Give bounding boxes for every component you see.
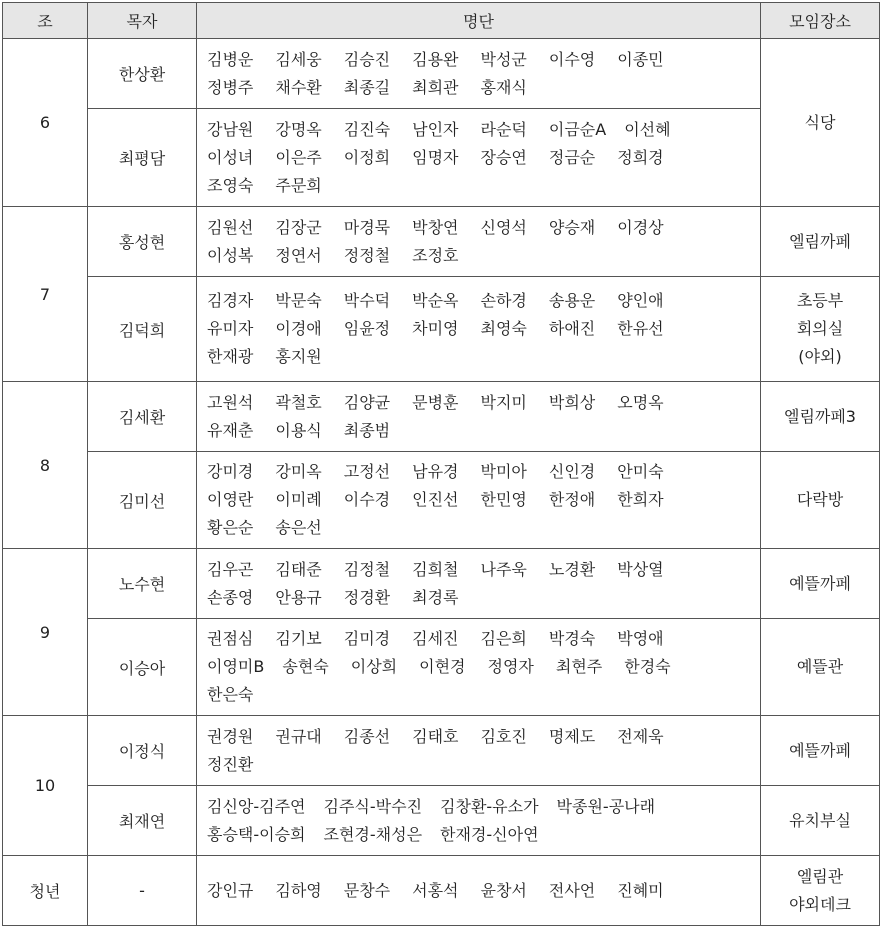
meeting-place-cell [761, 277, 880, 382]
member-line [207, 877, 754, 905]
member-name: 신영석 [480, 217, 527, 237]
member-line [207, 242, 754, 270]
member-name: 이정희 [343, 147, 391, 167]
member-line [207, 793, 754, 821]
member-line [207, 172, 754, 200]
table-row [3, 452, 880, 549]
header-list: 명단 [197, 3, 761, 39]
member-name: 김하영 [275, 880, 322, 900]
meeting-place-cell [761, 207, 880, 277]
member-name: 박경숙 [548, 629, 596, 648]
member-name: 김태준 [275, 559, 322, 579]
member-name: 최영숙 [480, 319, 527, 338]
table-row [3, 549, 880, 619]
leader-cell: 김세환 [88, 382, 197, 452]
member-line [207, 653, 754, 681]
member-name: 정금순 [548, 147, 596, 167]
member-line [207, 46, 754, 74]
member-name: 김창환-유소가 [440, 796, 539, 816]
member-name: 이성복 [207, 245, 254, 265]
member-name: 최종범 [343, 420, 391, 440]
member-name: 주문희 [275, 175, 322, 195]
member-name: 고원석 [207, 392, 254, 412]
member-name: 진혜미 [617, 880, 664, 900]
member-name: 조정호 [412, 245, 459, 265]
member-name: 이영미B [207, 657, 265, 676]
member-name: 이선혜 [624, 119, 671, 139]
header-row [3, 3, 880, 39]
header-jo: 조 [3, 3, 88, 39]
table-row [3, 786, 880, 856]
member-line [207, 287, 754, 315]
member-name: 전사언 [548, 880, 596, 900]
member-name: 김신앙-김주연 [207, 796, 306, 816]
member-name: 김양균 [343, 392, 391, 412]
header-place: 모임장소 [761, 3, 880, 39]
leader-cell: 홍성현 [88, 207, 197, 277]
member-name: 권경원 [207, 726, 254, 746]
member-list-cell [197, 716, 761, 786]
member-name: 문병훈 [412, 392, 459, 412]
leader-cell: - [88, 856, 197, 926]
leader-cell: 김덕희 [88, 277, 197, 382]
meeting-place-text: 엘림까페 [789, 231, 851, 251]
member-name: 박영애 [617, 629, 664, 648]
member-list-cell [197, 109, 761, 207]
member-line [207, 556, 754, 584]
group-number-cell: 6 [3, 39, 88, 207]
member-name: 라순덕 [480, 119, 527, 139]
member-name: 이미례 [275, 490, 322, 509]
member-name: 김정철 [343, 559, 391, 579]
leader-cell: 최평담 [88, 109, 197, 207]
group-number-cell: 9 [3, 549, 88, 716]
member-name: 유미자 [207, 319, 254, 338]
member-name: 김종선 [343, 726, 391, 746]
member-line [207, 625, 754, 653]
member-name: 박문숙 [275, 291, 322, 310]
member-name: 곽철호 [275, 392, 322, 412]
member-name: 최희관 [412, 77, 459, 97]
member-name: 채수환 [275, 77, 322, 97]
table-row [3, 382, 880, 452]
meeting-place-text: 유치부실 [789, 810, 851, 830]
member-line [207, 214, 754, 242]
table-row [3, 856, 880, 926]
member-name: 조영숙 [207, 175, 254, 195]
meeting-place-text: 회의실 [796, 319, 844, 338]
member-name: 권점심 [207, 629, 254, 648]
member-name: 남인자 [412, 119, 459, 139]
member-name: 남유경 [412, 462, 459, 481]
member-name: 김세웅 [275, 49, 322, 69]
member-name: 오명옥 [617, 392, 664, 412]
member-list-cell [197, 856, 761, 926]
leader-cell: 노수현 [88, 549, 197, 619]
member-name: 이수영 [548, 49, 596, 69]
meeting-place-cell [761, 619, 880, 716]
member-name: 한재광 [207, 347, 254, 366]
member-name: 문창수 [343, 880, 391, 900]
leader-cell: 최재연 [88, 786, 197, 856]
member-name: 한희자 [617, 490, 664, 509]
member-name: 이성녀 [207, 147, 254, 167]
member-name: 강인규 [207, 880, 254, 900]
member-name: 임명자 [412, 147, 459, 167]
member-name: 인진선 [412, 490, 459, 509]
member-name: 윤창서 [480, 880, 527, 900]
member-name: 이종민 [617, 49, 664, 69]
leader-cell: 김미선 [88, 452, 197, 549]
member-name: 정경환 [343, 587, 391, 607]
meeting-place-cell [761, 452, 880, 549]
member-name: 송용운 [548, 291, 596, 310]
group-number-cell: 청년 [3, 856, 88, 926]
member-name: 정병주 [207, 77, 254, 97]
member-list-cell [197, 277, 761, 382]
member-name: 강명옥 [275, 119, 322, 139]
member-name: 박지미 [480, 392, 527, 412]
member-line [207, 315, 754, 343]
member-line [207, 389, 754, 417]
member-name: 명제도 [548, 726, 596, 746]
member-line [207, 681, 754, 709]
member-name: 최경록 [412, 587, 459, 607]
member-name: 박순옥 [412, 291, 459, 310]
member-name: 송은선 [275, 518, 322, 537]
group-number-cell: 10 [3, 716, 88, 856]
member-list-cell [197, 549, 761, 619]
member-name: 노경환 [548, 559, 596, 579]
member-name: 양인애 [617, 291, 664, 310]
meeting-place-text: 예뜰관 [796, 657, 844, 676]
member-name: 신인경 [548, 462, 596, 481]
member-name: 최현주 [555, 657, 603, 676]
member-name: 김은희 [480, 629, 527, 648]
member-name: 한민영 [480, 490, 527, 509]
member-name: 김병운 [207, 49, 254, 69]
meeting-place-text: (야외) [798, 347, 842, 366]
member-name: 이수경 [343, 490, 391, 509]
member-line [207, 417, 754, 445]
member-line [207, 514, 754, 542]
member-name: 최종길 [343, 77, 391, 97]
member-name: 정정철 [343, 245, 391, 265]
member-name: 김우곤 [207, 559, 254, 579]
member-name: 박희상 [548, 392, 596, 412]
leader-cell: 이승아 [88, 619, 197, 716]
meeting-place-cell [761, 716, 880, 786]
group-number-cell: 7 [3, 207, 88, 382]
member-name: 임윤정 [343, 319, 391, 338]
meeting-place-cell [761, 856, 880, 926]
member-name: 김장군 [275, 217, 322, 237]
meeting-place-text: 야외데크 [789, 894, 851, 914]
member-name: 정희경 [617, 147, 664, 167]
member-name: 박상열 [617, 559, 664, 579]
member-name: 강남원 [207, 119, 254, 139]
roster-body [3, 39, 880, 926]
meeting-place-text: 예뜰까페 [789, 573, 851, 593]
member-list-cell [197, 207, 761, 277]
table-row [3, 619, 880, 716]
member-list-cell [197, 452, 761, 549]
member-name: 정영자 [487, 657, 534, 676]
member-name: 김희철 [412, 559, 459, 579]
member-name: 김용완 [412, 49, 459, 69]
member-line [207, 723, 754, 751]
member-name: 송현숙 [282, 657, 329, 676]
member-line [207, 486, 754, 514]
leader-cell: 한상환 [88, 39, 197, 109]
member-name: 박종원-공나래 [556, 796, 656, 816]
member-name: 김호진 [480, 726, 527, 746]
meeting-place-text: 식당 [804, 112, 836, 132]
member-name: 전제욱 [617, 726, 664, 746]
member-name: 차미영 [412, 319, 459, 338]
member-name: 서홍석 [412, 880, 459, 900]
member-name: 안미숙 [617, 462, 664, 481]
member-name: 김진숙 [343, 119, 391, 139]
member-name: 양승재 [548, 217, 596, 237]
member-name: 조현경-채성은 [323, 824, 423, 844]
table-row [3, 109, 880, 207]
meeting-place-text: 예뜰까페 [789, 740, 851, 760]
member-name: 손종영 [207, 587, 254, 607]
member-list-cell [197, 619, 761, 716]
member-name: 한경숙 [624, 657, 671, 676]
member-name: 이영란 [207, 490, 254, 509]
member-name: 권규대 [275, 726, 322, 746]
table-row [3, 277, 880, 382]
member-name: 황은순 [207, 518, 254, 537]
member-name: 김승진 [343, 49, 391, 69]
member-name: 김세진 [412, 629, 459, 648]
table-row [3, 716, 880, 786]
member-name: 강미경 [207, 462, 254, 481]
member-name: 안용규 [275, 587, 322, 607]
member-name: 박창연 [412, 217, 459, 237]
member-name: 강미옥 [275, 462, 322, 481]
table-row [3, 39, 880, 109]
member-name: 손하경 [480, 291, 527, 310]
member-line [207, 751, 754, 779]
member-name: 나주욱 [480, 559, 527, 579]
member-line [207, 458, 754, 486]
table-row [3, 207, 880, 277]
header-mokja: 목자 [88, 3, 197, 39]
meeting-place-text: 엘림관 [796, 866, 844, 886]
member-name: 한정애 [548, 490, 596, 509]
member-name: 박성군 [480, 49, 527, 69]
member-name: 홍승택-이승희 [207, 824, 306, 844]
member-name: 김원선 [207, 217, 254, 237]
member-name: 이금순A [548, 119, 607, 139]
meeting-place-cell [761, 39, 880, 207]
leader-cell: 이정식 [88, 716, 197, 786]
member-name: 이현경 [419, 657, 466, 676]
member-name: 김주식-박수진 [323, 796, 423, 816]
member-name: 이상희 [350, 657, 398, 676]
member-name: 고정선 [343, 462, 391, 481]
meeting-place-text: 엘림까페3 [783, 406, 856, 426]
group-roster-table [2, 2, 880, 926]
member-name: 장승연 [480, 147, 527, 167]
member-line [207, 74, 754, 102]
member-name: 이경애 [275, 319, 322, 338]
meeting-place-text: 초등부 [796, 291, 844, 310]
member-name: 한은숙 [207, 685, 254, 704]
member-name: 한재경-신아연 [440, 824, 539, 844]
member-name: 홍지원 [275, 347, 322, 366]
member-name: 마경묵 [343, 217, 391, 237]
member-list-cell [197, 39, 761, 109]
member-name: 정연서 [275, 245, 322, 265]
meeting-place-cell [761, 549, 880, 619]
member-name: 정진환 [207, 754, 254, 774]
meeting-place-cell [761, 382, 880, 452]
member-line [207, 821, 754, 849]
member-name: 김경자 [207, 291, 254, 310]
member-name: 김미경 [343, 629, 391, 648]
member-name: 하애진 [548, 319, 596, 338]
member-list-cell [197, 382, 761, 452]
member-name: 김기보 [275, 629, 322, 648]
member-name: 김태호 [412, 726, 459, 746]
member-line [207, 116, 754, 144]
member-line [207, 584, 754, 612]
member-name: 이경상 [617, 217, 664, 237]
member-list-cell [197, 786, 761, 856]
member-name: 유재춘 [207, 420, 254, 440]
member-line [207, 343, 754, 371]
meeting-place-text: 다락방 [796, 490, 844, 509]
meeting-place-cell [761, 786, 880, 856]
member-name: 박미아 [480, 462, 527, 481]
member-line [207, 144, 754, 172]
member-name: 이은주 [275, 147, 322, 167]
member-name: 박수덕 [343, 291, 391, 310]
member-name: 한유선 [617, 319, 664, 338]
member-name: 이용식 [275, 420, 322, 440]
member-name: 홍재식 [480, 77, 527, 97]
group-number-cell: 8 [3, 382, 88, 549]
